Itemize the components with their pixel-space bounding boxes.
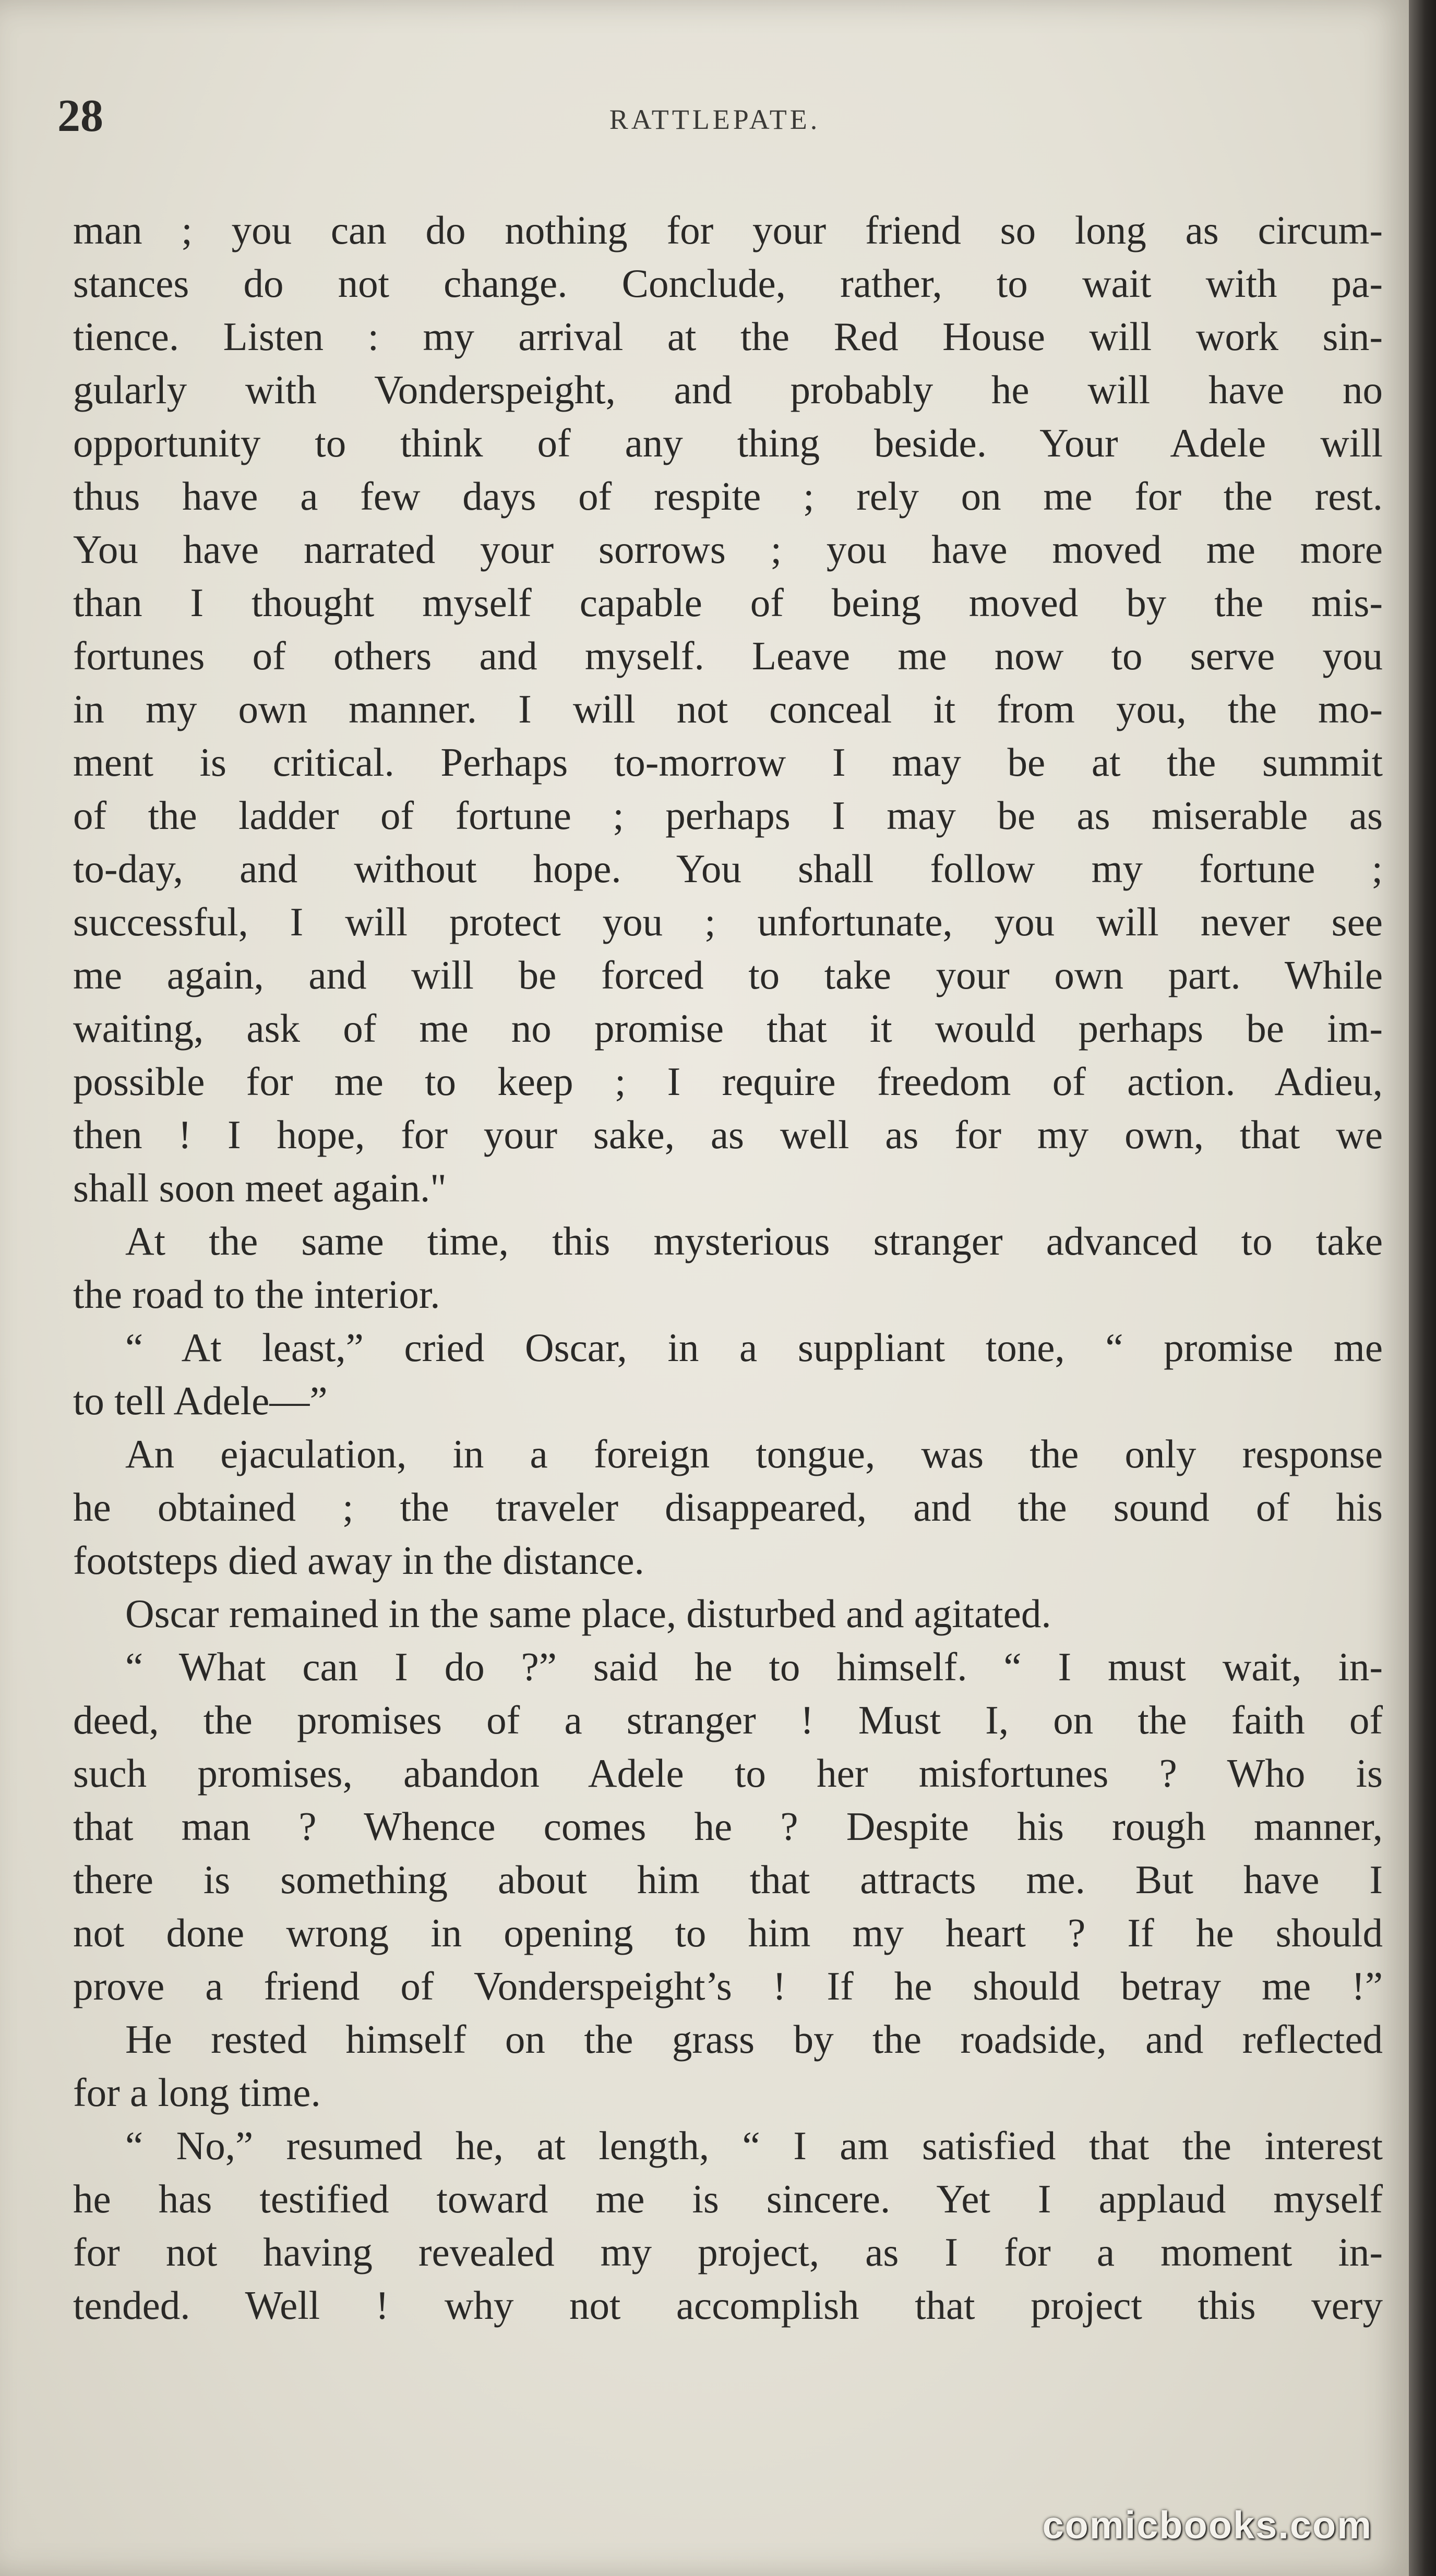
watermark-logo: comicbooks.com xyxy=(1042,2503,1372,2547)
text-line: ment is critical. Perhaps to-morrow I may be at the summit xyxy=(73,740,1383,785)
text-line: successful, I will protect you ; unfortunate, you will never see xyxy=(73,899,1383,944)
text-line: opportunity to think of any thing beside. Your Adele will xyxy=(73,420,1383,465)
text-line: of the ladder of fortune ; perhaps I may be as miserable as xyxy=(73,793,1383,838)
text-line: tended. Well ! why not accomplish that project this very xyxy=(73,2283,1383,2328)
body-text xyxy=(73,203,1383,2332)
text-line: At the same time, this mysterious stranger advanced to take xyxy=(125,1219,1383,1263)
text-line: You have narrated your sorrows ; you have moved me more xyxy=(73,527,1383,572)
text-line: man ; you can do nothing for your friend so long as circum- xyxy=(73,208,1383,252)
text-line: for not having revealed my project, as I for a moment in- xyxy=(73,2230,1383,2274)
text-line: tience. Listen : my arrival at the Red House will work sin- xyxy=(73,314,1383,359)
text-line: “ At least,” cried Oscar, in a suppliant tone, “ promise me xyxy=(125,1325,1383,1370)
text-line: then ! I hope, for your sake, as well as for my own, that we xyxy=(73,1112,1383,1157)
text-line: “ No,” resumed he, at length, “ I am satisfied that the interest xyxy=(125,2123,1383,2168)
text-line: He rested himself on the grass by the roadside, and reflected xyxy=(125,2017,1383,2062)
text-line: shall soon meet again." xyxy=(73,1165,447,1210)
text-line: than I thought myself capable of being moved by the mis- xyxy=(73,580,1383,625)
text-line: the road to the interior. xyxy=(73,1272,440,1317)
text-line: not done wrong in opening to him my heart ? If he should xyxy=(73,1910,1383,1955)
text-line: footsteps died away in the distance. xyxy=(73,1538,644,1583)
text-line: to-day, and without hope. You shall follow my fortune ; xyxy=(73,846,1383,891)
text-line: “ What can I do ?” said he to himself. “ I must wait, in- xyxy=(125,1644,1383,1689)
text-line: Oscar remained in the same place, disturbed and agitated. xyxy=(125,1591,1051,1636)
text-line: prove a friend of Vonderspeight’s ! If he should betray me !” xyxy=(73,1964,1383,2008)
text-line: stances do not change. Conclude, rather, to wait with pa- xyxy=(73,261,1383,306)
text-line: possible for me to keep ; I require freedom of action. Adieu, xyxy=(73,1059,1383,1104)
text-line: there is something about him that attracts me. But have I xyxy=(73,1857,1383,1902)
text-line: he obtained ; the traveler disappeared, and the sound of his xyxy=(73,1485,1383,1530)
text-line: to tell Adele—” xyxy=(73,1378,328,1423)
text-line: gularly with Vonderspeight, and probably he will have no xyxy=(73,367,1383,412)
text-line: in my own manner. I will not conceal it from you, the mo- xyxy=(73,687,1383,731)
text-line: that man ? Whence comes he ? Despite his rough manner, xyxy=(73,1804,1383,1849)
text-line: deed, the promises of a stranger ! Must I, on the faith of xyxy=(73,1698,1383,1742)
text-line: waiting, ask of me no promise that it would perhaps be im- xyxy=(73,1006,1383,1051)
text-line: An ejaculation, in a foreign tongue, was the only response xyxy=(125,1431,1383,1476)
text-line: for a long time. xyxy=(73,2070,321,2115)
text-line: thus have a few days of respite ; rely on me for the rest. xyxy=(73,474,1383,519)
text-line: such promises, abandon Adele to her misfortunes ? Who is xyxy=(73,1751,1383,1796)
text-line: he has testified toward me is sincere. Yet I applaud myself xyxy=(73,2176,1383,2221)
running-title: RATTLEPATE. xyxy=(609,104,821,135)
book-spine-shadow xyxy=(1409,0,1436,2576)
text-line: fortunes of others and myself. Leave me now to serve you xyxy=(73,633,1383,678)
page-header xyxy=(57,83,1372,157)
text-line: me again, and will be forced to take your own part. While xyxy=(73,953,1383,997)
page-number: 28 xyxy=(57,91,103,141)
